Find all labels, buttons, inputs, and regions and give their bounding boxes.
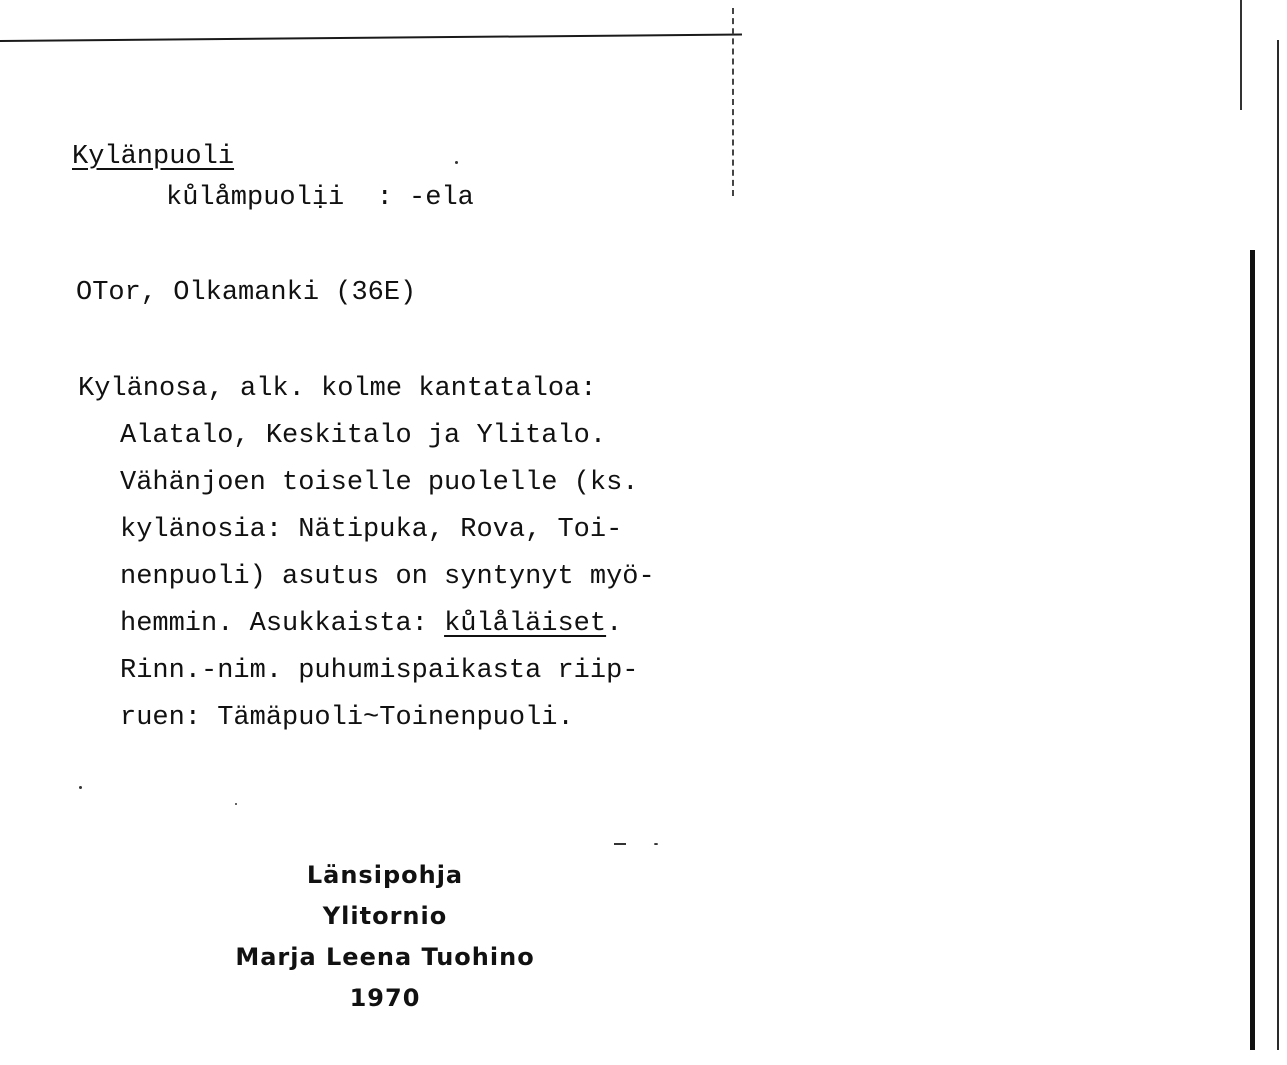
description-text: hemmin. Asukkaista: (120, 609, 445, 639)
scan-margin-line (1240, 0, 1242, 110)
pronunciation: kůlåmpuolịi : -ela (166, 183, 474, 213)
stamp-year: 1970 (349, 984, 421, 1012)
scan-speck (235, 803, 237, 805)
description-text: . (606, 609, 623, 639)
description-line: Kylänosa, alk. kolme kantataloa: (78, 374, 597, 404)
headword: Kylänpuoli (72, 142, 235, 172)
description-line: kylänosia: Nätipuka, Rova, Toi- (120, 515, 623, 545)
description-line: Vähänjoen toiselle puolelle (ks. (120, 468, 639, 498)
description (78, 366, 738, 742)
stamp-collector: Marja Leena Tuohino (235, 943, 535, 971)
description-line (120, 601, 738, 648)
scan-margin-thin-line (1277, 40, 1279, 1050)
scan-speck (455, 161, 458, 164)
card-right-edge (732, 8, 734, 196)
card-top-edge (0, 34, 742, 42)
description-line: Alatalo, Keskitalo ja Ylitalo. (120, 421, 607, 451)
location: OTor, Olkamanki (36E) (76, 278, 417, 308)
collector-stamp (200, 855, 570, 1019)
scan-speck (654, 843, 658, 845)
description-line: ruen: Tämäpuoli~Toinenpuoli. (120, 703, 574, 733)
scan-margin-bar (1250, 250, 1255, 1050)
scan-speck (614, 843, 626, 845)
stamp-region: Länsipohja (306, 861, 464, 889)
description-line: Rinn.-nim. puhumispaikasta riip- (120, 656, 639, 686)
description-line: nenpuoli) asutus on syntynyt myö- (120, 562, 655, 592)
stamp-parish: Ylitornio (322, 902, 448, 930)
scan-speck (79, 786, 82, 789)
resident-name: kůlåläiset (444, 609, 607, 639)
